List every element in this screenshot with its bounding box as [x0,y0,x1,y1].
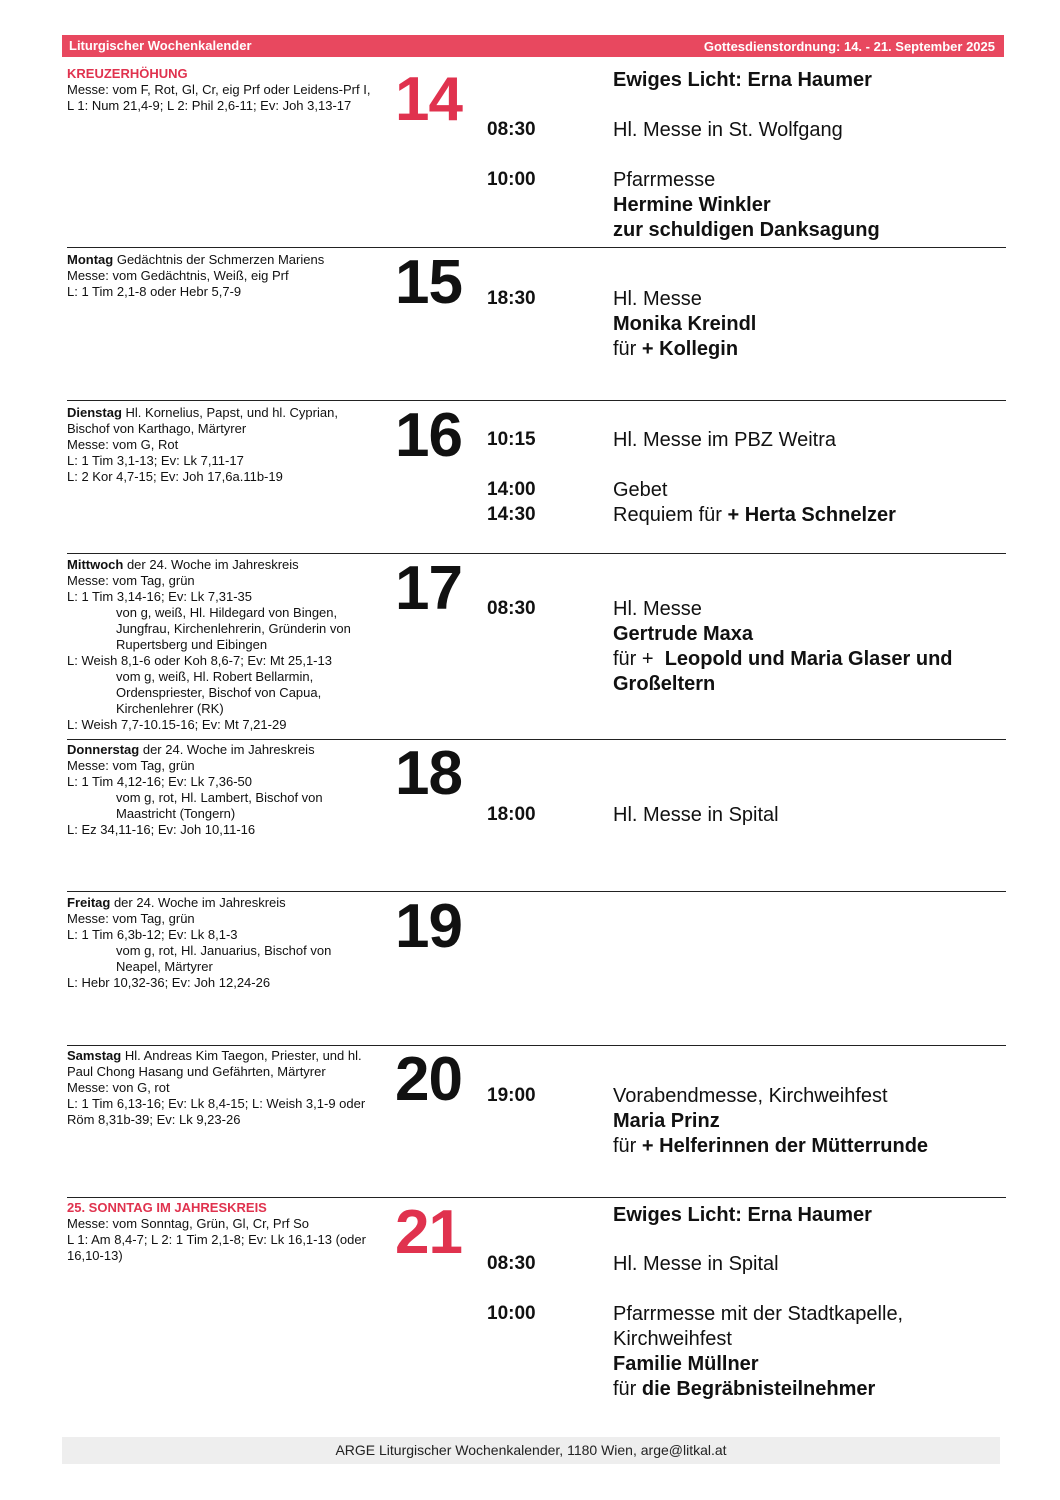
eternal-light-text: Ewiges Licht: Erna Haumer [613,69,872,91]
info-line: L 1: Am 8,4-7; L 2: 1 Tim 2,1-8; Ev: Lk 16,1-13 (oder [67,1232,366,1247]
info-line: Messe: vom Tag, grün [67,573,195,588]
intention-text: die Begräbnisteilnehmer [641,1378,876,1400]
day-number: 21 [395,1198,462,1267]
day-number: 20 [395,1045,462,1114]
info-line: Messe: vom F, Rot, Gl, Cr, eig Prf oder Leidens-Prf I, [67,82,371,97]
service-time: 14:00 [487,479,536,500]
info-line: Ordenspriester, Bischof von Capua, [116,685,322,700]
day-title: der 24. Woche im Jahreskreis [110,895,286,910]
service-time: 08:30 [487,1253,536,1274]
weekday: Montag [67,252,114,267]
service-text [613,1302,1003,1402]
day-row-21 [62,1200,1006,1420]
info-line: Messe: vom Gedächtnis, Weiß, eig Prf [67,268,289,283]
info-line: Bischof von Karthago, Märtyrer [67,421,247,436]
service-text [613,1084,1003,1159]
day-info [67,252,387,300]
service-line: Hl. Messe in Spital [613,804,779,826]
info-line: Messe: vom Sonntag, Grün, Gl, Cr, Prf So [67,1216,310,1231]
service-line: Kirchweihfest [613,1328,732,1350]
eternal-light-text: Ewiges Licht: Erna Haumer [613,1204,872,1226]
header-date-range: Gottesdienstordnung: 14. - 21. September 2025 [703,39,995,54]
day-number: 18 [395,739,462,808]
service-time: 08:30 [487,598,536,619]
info-line: Röm 8,31b-39; Ev: Lk 9,23-26 [67,1112,241,1127]
day-title: Hl. Andreas Kim Taegon, Priester, und hl. [121,1048,362,1063]
info-line: L: Ez 34,11-16; Ev: Joh 10,11-16 [67,822,256,837]
service-text [613,803,1003,828]
row-divider [67,891,1006,892]
service-text [613,168,1003,243]
day-number: 14 [395,65,462,134]
service-line: Pfarrmesse [613,169,716,191]
service-line: Pfarrmesse mit der Stadtkapelle, [613,1303,904,1325]
intention-text: zur schuldigen Danksagung [613,219,880,241]
intention-name: Familie Müllner [613,1353,759,1375]
service-line: Hl. Messe im PBZ Weitra [613,429,836,451]
info-line: L: 1 Tim 4,12-16; Ev: Lk 7,36-50 [67,774,252,789]
day-number: 17 [395,554,462,623]
intention-name: Maria Prinz [613,1110,720,1132]
intention-prefix: für [613,1378,637,1400]
intention-name: Hermine Winkler [613,194,771,216]
service-text [613,118,1003,143]
service-text [613,503,1003,528]
day-number: 19 [395,892,462,961]
day-info [67,66,387,114]
day-row-15 [62,250,1006,401]
day-info [67,895,387,991]
service-line: Hl. Messe in St. Wolfgang [613,119,843,141]
feast-title: KREUZERHÖHUNG [67,66,188,81]
day-info [67,405,387,485]
row-divider [67,247,1006,248]
info-line: L: 2 Kor 4,7-15; Ev: Joh 17,6a.11b-19 [67,469,283,484]
day-info [67,1200,387,1264]
service-text [613,1252,1003,1277]
row-divider [67,400,1006,401]
weekday: Mittwoch [67,557,124,572]
service-line: Gebet [613,479,668,501]
service-text [613,428,1003,453]
header-title: Liturgischer Wochenkalender [69,38,252,53]
row-divider [67,1197,1006,1198]
weekday: Samstag [67,1048,122,1063]
service-time: 08:30 [487,119,536,140]
weekday: Freitag [67,895,111,910]
info-line: Neapel, Märtyrer [116,959,213,974]
service-line: Vorabendmesse, Kirchweihfest [613,1085,888,1107]
intention-name: Monika Kreindl [613,313,757,335]
calendar-header-bar [62,35,1004,57]
day-info [67,557,387,733]
day-title: der 24. Woche im Jahreskreis [139,742,315,757]
day-number: 15 [395,248,462,317]
day-info [67,742,387,838]
intention-text: Großeltern [613,673,716,695]
weekday: Dienstag [67,405,122,420]
intention-prefix: Requiem für [613,504,722,526]
service-line: Hl. Messe [613,288,702,310]
day-row-14 [62,66,1006,248]
info-line: 16,10-13) [67,1248,123,1263]
footer: ARGE Liturgischer Wochenkalender, 1180 Wien, arge@litkal.at [62,1437,1000,1464]
service-time: 14:30 [487,504,536,525]
info-line: L 1: Num 21,4-9; L 2: Phil 2,6-11; Ev: Joh 3,13-17 [67,98,352,113]
info-line: L: 1 Tim 6,13-16; Ev: Lk 8,4-15; L: Weish 3,1-9 oder [67,1096,366,1111]
day-row-17 [62,556,1006,740]
day-title: Hl. Kornelius, Papst, und hl. Cyprian, [121,405,338,420]
intention-name: Gertrude Maxa [613,623,754,645]
service-time: 18:00 [487,804,536,825]
service-line: Hl. Messe in Spital [613,1253,779,1275]
day-title: Gedächtnis der Schmerzen Mariens [113,252,325,267]
info-line: Messe: vom Tag, grün [67,911,195,926]
feast-title: 25. SONNTAG IM JAHRESKREIS [67,1200,267,1215]
intention-text: Leopold und Maria Glaser und [664,648,953,670]
service-time: 19:00 [487,1085,536,1106]
day-row-20 [62,1047,1006,1198]
info-line: Maastricht (Tongern) [116,806,236,821]
service-time: 18:30 [487,288,536,309]
info-line: vom g, rot, Hl. Lambert, Bischof von [116,790,323,805]
info-line: Jungfrau, Kirchenlehrerin, Gründerin von [116,621,351,636]
service-text [613,597,1003,697]
service-text [613,478,1003,503]
info-line: Messe: vom Tag, grün [67,758,195,773]
info-line: Messe: von G, rot [67,1080,170,1095]
row-divider [67,739,1006,740]
intention-text: + Kollegin [641,338,739,360]
intention-text: + Helferinnen der Mütterrunde [641,1135,929,1157]
info-line: vom g, weiß, Hl. Robert Bellarmin, [116,669,314,684]
info-line: Rupertsberg und Eibingen [116,637,268,652]
row-divider [67,1045,1006,1046]
service-time: 10:00 [487,169,536,190]
day-info [67,1048,387,1128]
day-row-16 [62,403,1006,554]
service-time: 10:15 [487,429,536,450]
info-line: Messe: vom G, Rot [67,437,179,452]
intention-prefix: für [613,338,637,360]
day-number: 16 [395,401,462,470]
service-time: 10:00 [487,1303,536,1324]
info-line: L: Hebr 10,32-36; Ev: Joh 12,24-26 [67,975,271,990]
day-row-19 [62,894,1006,1046]
info-line: L: Weish 7,7-10.15-16; Ev: Mt 7,21-29 [67,717,287,732]
intention-prefix: für + [613,648,654,670]
intention-text: + Herta Schnelzer [727,504,896,526]
service-text [613,287,1003,362]
info-line: L: 1 Tim 2,1-8 oder Hebr 5,7-9 [67,284,242,299]
intention-prefix: für [613,1135,637,1157]
info-line: L: 1 Tim 3,1-13; Ev: Lk 7,11-17 [67,453,244,468]
info-line: L: 1 Tim 6,3b-12; Ev: Lk 8,1-3 [67,927,238,942]
info-line: von g, weiß, Hl. Hildegard von Bingen, [116,605,338,620]
weekday: Donnerstag [67,742,140,757]
day-title: der 24. Woche im Jahreskreis [123,557,299,572]
info-line: Paul Chong Hasang und Gefährten, Märtyrer [67,1064,326,1079]
info-line: Kirchenlehrer (RK) [116,701,224,716]
row-divider [67,553,1006,554]
info-line: L: 1 Tim 3,14-16; Ev: Lk 7,31-35 [67,589,252,604]
service-line: Hl. Messe [613,598,702,620]
info-line: vom g, rot, Hl. Januarius, Bischof von [116,943,332,958]
info-line: L: Weish 8,1-6 oder Koh 8,6-7; Ev: Mt 25,1-13 [67,653,332,668]
day-row-18 [62,741,1006,892]
